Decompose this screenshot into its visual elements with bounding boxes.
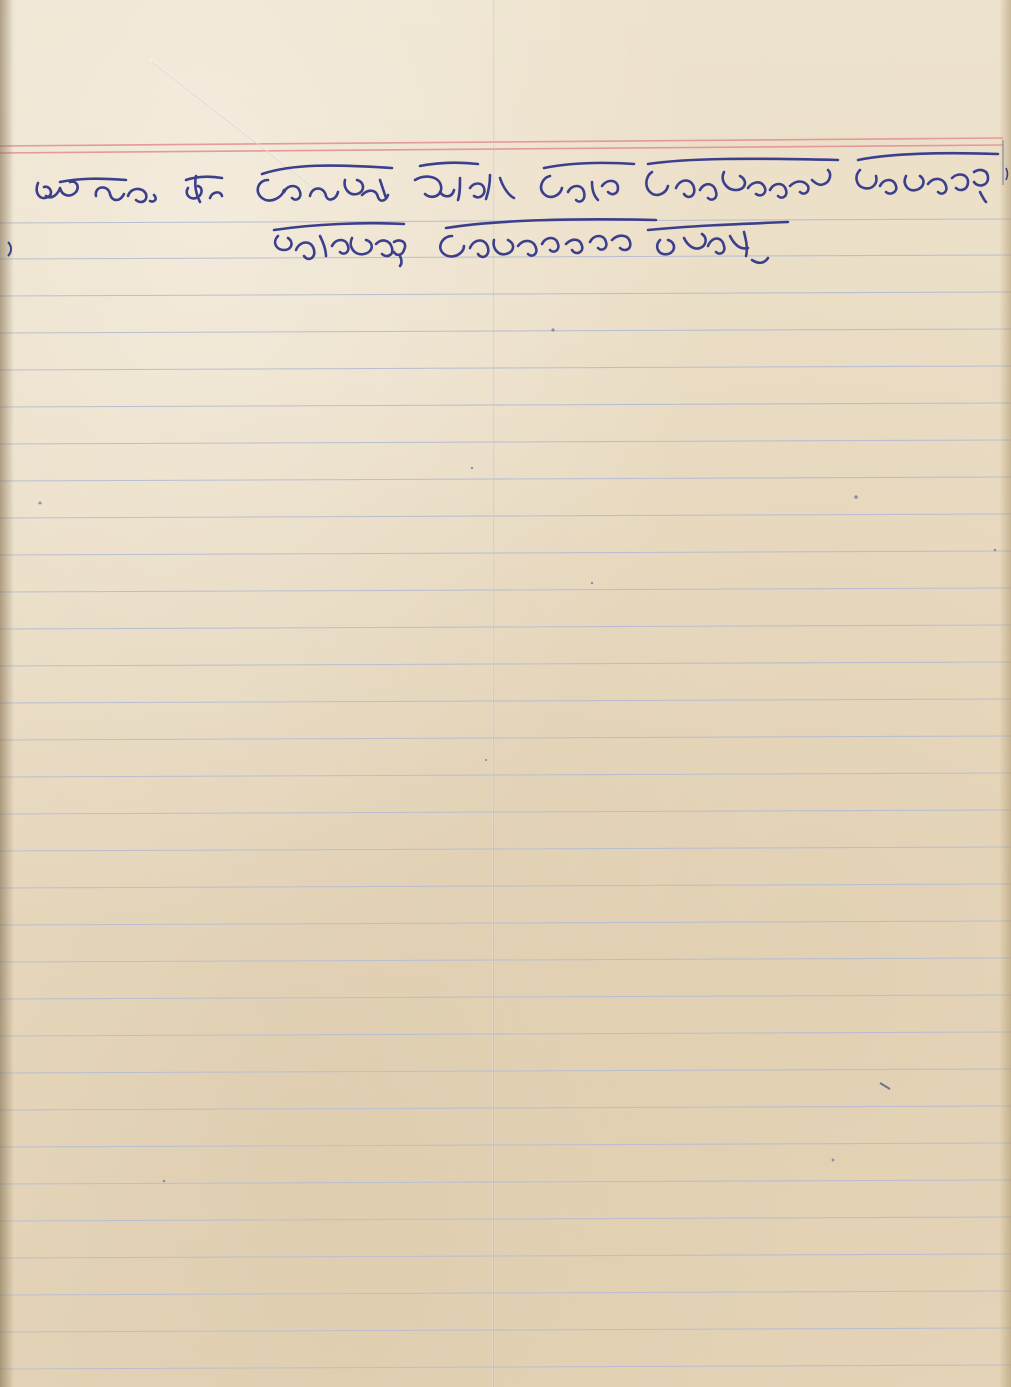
handwritten-line-1 [37, 153, 998, 202]
right-margin-mark [1006, 168, 1008, 180]
left-margin-mark [8, 242, 11, 256]
handwritten-line-2 [274, 219, 788, 266]
